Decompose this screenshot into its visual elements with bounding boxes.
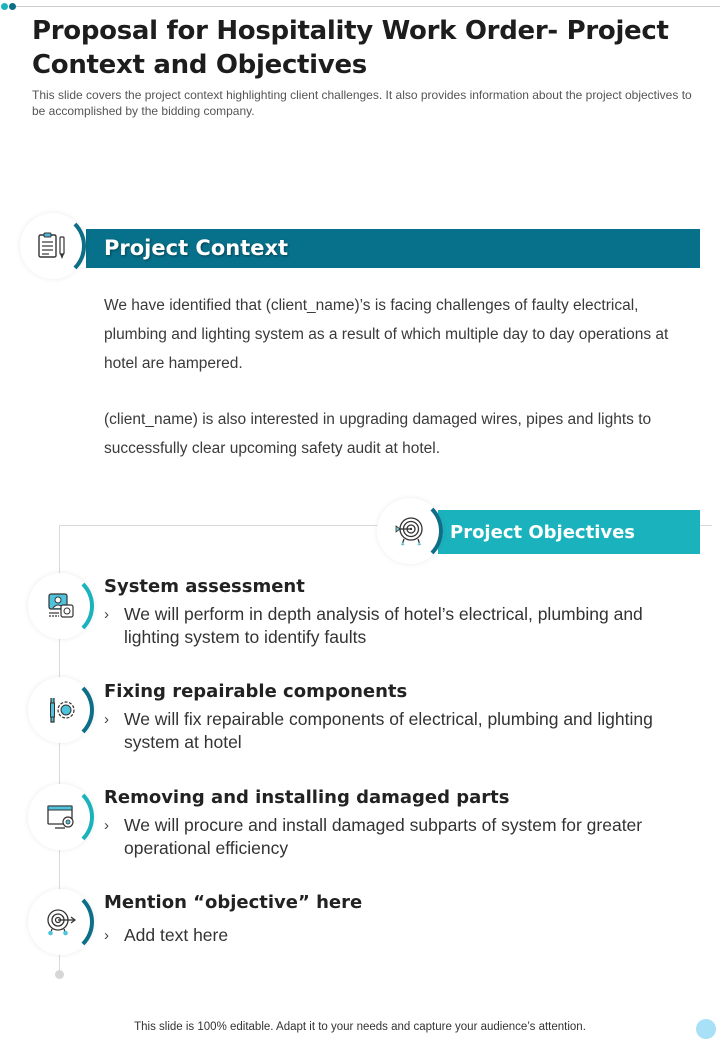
objective-arc: [28, 889, 94, 955]
objective-item: [104, 575, 664, 649]
chevron-right-icon: ›: [104, 927, 109, 944]
top-divider: [16, 6, 720, 7]
objective-title: System assessment: [104, 576, 305, 597]
footer-note: This slide is 100% editable. Adapt it to your needs and capture your audience’s attention.: [134, 1021, 586, 1033]
chevron-right-icon: ›: [104, 817, 109, 834]
objective-text: › Add text here: [104, 925, 229, 945]
page-title: Proposal for Hospitality Work Order- Project Context and Objectives: [32, 16, 669, 80]
context-heading: Project Context: [104, 236, 289, 260]
objective-arc: [28, 677, 94, 743]
objective-title: Mention “objective” here: [104, 892, 363, 913]
objective-item: [104, 786, 664, 860]
timeline-end-dot: [55, 970, 64, 979]
objective-title: Fixing repairable components: [104, 681, 408, 702]
objective-title: Removing and installing damaged parts: [104, 787, 510, 808]
context-paragraph: (client_name) is also interested in upgrading damaged wires, pipes and lights to successfully clear upcoming safety audit at hotel.: [104, 411, 652, 457]
context-paragraph: We have identified that (client_name)’s is facing challenges of faulty electrical, plumbing and lighting system as a result of which multiple day to day operations at hotel are hampered.: [104, 297, 669, 372]
chevron-right-icon: ›: [104, 606, 109, 623]
objective-text: › We will fix repairable components of electrical, plumbing and lighting system at hotel: [104, 709, 653, 752]
objective-item: [104, 891, 664, 947]
chevron-right-icon: ›: [104, 711, 109, 728]
objective-arc: [28, 784, 94, 850]
objective-text: › We will procure and install damaged subparts of system for greater operational efficiency: [104, 815, 643, 858]
objective-text: › We will perform in depth analysis of hotel’s electrical, plumbing and lighting system to identify faults: [104, 604, 643, 647]
decor-dot: [1, 3, 8, 10]
context-arc: [20, 213, 86, 279]
page-subtitle: This slide covers the project context highlighting client challenges. It also provides information about the project objectives to be accomplished by the bidding company.: [32, 88, 692, 118]
objective-arc: [28, 573, 94, 639]
objectives-heading: Project Objectives: [450, 522, 636, 543]
objective-item: [104, 680, 664, 754]
decor-dot: [9, 3, 16, 10]
decor-corner-dot: [696, 1019, 716, 1039]
objectives-arc: [377, 498, 443, 564]
